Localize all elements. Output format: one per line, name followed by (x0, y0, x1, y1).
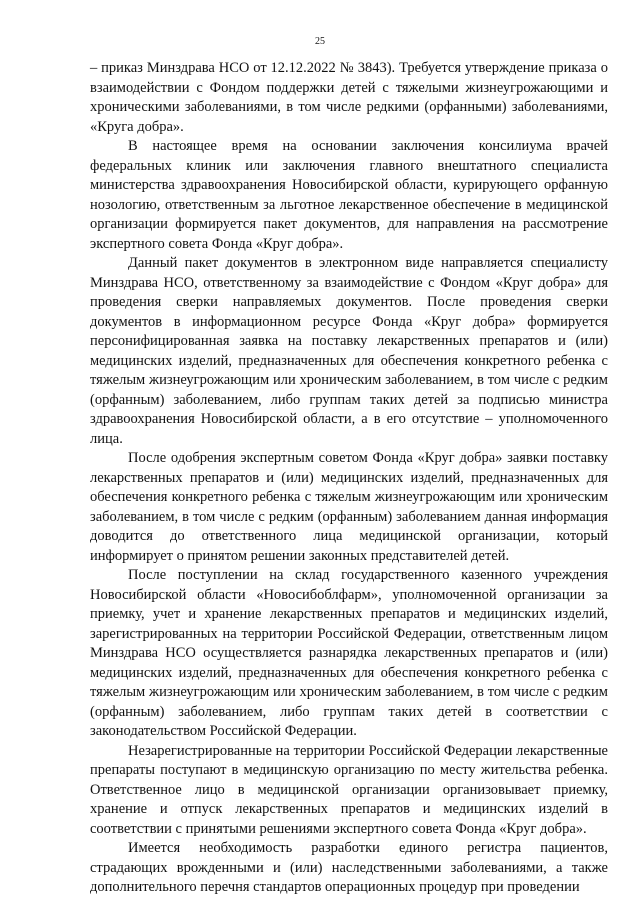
paragraph-5: После поступлении на склад государственного казенного учреждения Новосибирской области «Новосибоблфарм», уполномоченной организации за приемку, учет и хранение лекарственных препаратов и медицинских изделий, зарегистрированных на территории Российской Федерации, ответственным лицом Минздрава НСО осуществляется разнарядка лекарственных препаратов и (или) медицинских изделий, предназначенных для обеспечения конкретного ребенка с тяжелым жизнеугрожающим или хроническим заболеванием, в том числе с редким (орфанным) заболеванием, либо группам таких детей в соответствии с законодательством Российской Федерации. (90, 567, 608, 739)
paragraph-4: После одобрения экспертным советом Фонда «Круг добра» заявки поставку лекарственных препаратов и (или) медицинских изделий, предназначенных для обеспечения конкретного ребенка с тяжелым жизнеугрожающим или хроническим заболеванием, в том числе с редким (орфанным) заболеванием данная информация доводится до ответственного лица медицинской организации, который информирует о принятом решении законных представителей детей. (90, 450, 608, 564)
page-number: 25 (315, 36, 325, 47)
paragraph-2: В настоящее время на основании заключения консилиума врачей федеральных клиник или заключения главного внештатного специалиста министерства здравоохранения Новосибирской области, курирующего орфанную нозологию, ответственным за льготное лекарственное обеспечение в медицинской организации формируется пакет документов, для направления на рассмотрение экспертного совета Фонда «Круг добра». (90, 138, 608, 252)
paragraph-3: Данный пакет документов в электронном виде направляется специалисту Минздрава НСО, ответственному за взаимодействие с Фондом «Круг добра» для проведения сверки направляемых документов. После проведения сверки документов в информационном ресурсе Фонда «Круг добра» формируется персонифицированная заявка на поставку лекарственных препаратов и (или) медицинских изделий, предназначенных для обеспечения конкретного ребенка с тяжелым жизнеугрожающим или хроническим заболеванием, в том числе с редким (орфанным) заболеванием, либо группам таких детей за подписью министра здравоохранения Новосибирской области, а в его отсутствие – уполномоченного лица. (90, 255, 608, 447)
body-text (90, 59, 608, 898)
paragraph-7: Имеется необходимость разработки единого регистра пациентов, страдающих врожденными и (или) наследственными заболеваниями, а также дополнительного перечня стандартов операционных процедур при проведении (90, 840, 608, 895)
paragraph-1: – приказ Минздрава НСО от 12.12.2022 № 3843). Требуется утверждение приказа о взаимодействии с Фондом поддержки детей с тяжелыми жизнеугрожающими и хроническими заболеваниями, в том числе редкими (орфанными) заболеваниями, «Круга добра». (90, 60, 608, 135)
paragraph-6: Незарегистрированные на территории Российской Федерации лекарственные препараты поступают в медицинскую организацию по месту жительства ребенка. Ответственное лицо в медицинской организации организовывает приемку, хранение и отпуск лекарственных препаратов и медицинских изделий в соответствии с принятыми решениями экспертного совета Фонда «Круг добра». (90, 742, 608, 837)
